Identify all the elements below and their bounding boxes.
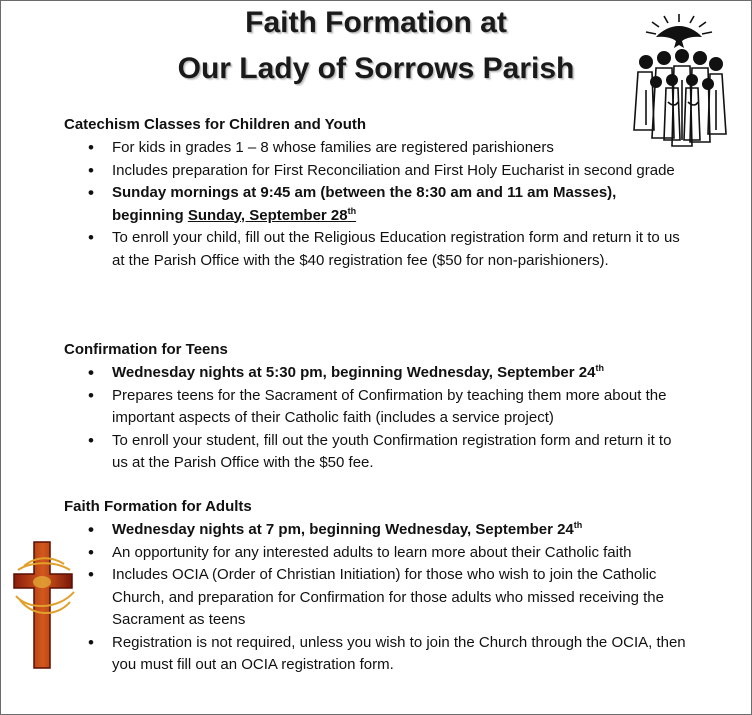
adults-item-opportunity: • An opportunity for any interested adults to learn more about their Catholic faith	[88, 542, 688, 565]
cross-illustration	[10, 540, 78, 672]
catechism-start-date-suffix: th	[347, 205, 357, 216]
confirmation-list	[88, 362, 688, 475]
adults-list	[88, 519, 688, 677]
confirmation-schedule-suffix: th	[595, 363, 604, 373]
confirmation-schedule-text: Wednesday nights at 5:30 pm, beginning Wednesday, September 24	[112, 364, 596, 381]
confirmation-item-schedule	[88, 362, 688, 385]
confirmation-item-description: • Prepares teens for the Sacrament of Confirmation by teaching them more about the important aspects of their Catholic faith (includes a service project)	[88, 385, 688, 430]
catechism-start-date-text: Sunday, September 28	[187, 206, 348, 224]
catechism-start-date	[188, 207, 356, 224]
adults-schedule-text: Wednesday nights at 7 pm, beginning Wednesday, September 24	[112, 521, 574, 538]
catechism-heading: Catechism Classes for Children and Youth	[64, 116, 367, 133]
adults-item-ocia: • Includes OCIA (Order of Christian Initiation) for those who wish to join the Catholic Church, and preparation for Confirmation for those adults who missed receiving the Sacrament as teens	[88, 564, 688, 632]
flyer-title-line-1: Faith Formation at	[245, 6, 507, 39]
holy-spirit-group-illustration	[616, 10, 742, 155]
adults-schedule-suffix: th	[573, 520, 583, 530]
adults-item-registration: • Registration is not required, unless you wish to join the Church through the OCIA, then you must fill out an OCIA registration form.	[88, 632, 688, 677]
adults-item-schedule	[88, 519, 688, 542]
confirmation-item-enroll: • To enroll your student, fill out the youth Confirmation registration form and return it to us at the Parish Office with the $50 fee.	[88, 430, 688, 475]
catechism-item-preparation: • Includes preparation for First Reconciliation and First Holy Eucharist in second grade	[88, 160, 688, 183]
adults-heading: Faith Formation for Adults	[64, 498, 252, 515]
catechism-list	[88, 137, 688, 272]
confirmation-heading: Confirmation for Teens	[64, 341, 228, 358]
catechism-item-schedule	[88, 182, 688, 227]
catechism-schedule-text: Sunday mornings at 9:45 am (between the 8:30 am and 11 am Masses), beginning	[112, 184, 617, 224]
flyer-title-line-2: Our Lady of Sorrows Parish	[177, 52, 575, 85]
catechism-item-enroll: • To enroll your child, fill out the Religious Education registration form and return it to us at the Parish Office with the $40 registration fee ($50 for non-parishioners).	[88, 227, 688, 272]
catechism-item-grades: • For kids in grades 1 – 8 whose families are registered parishioners	[88, 137, 688, 160]
